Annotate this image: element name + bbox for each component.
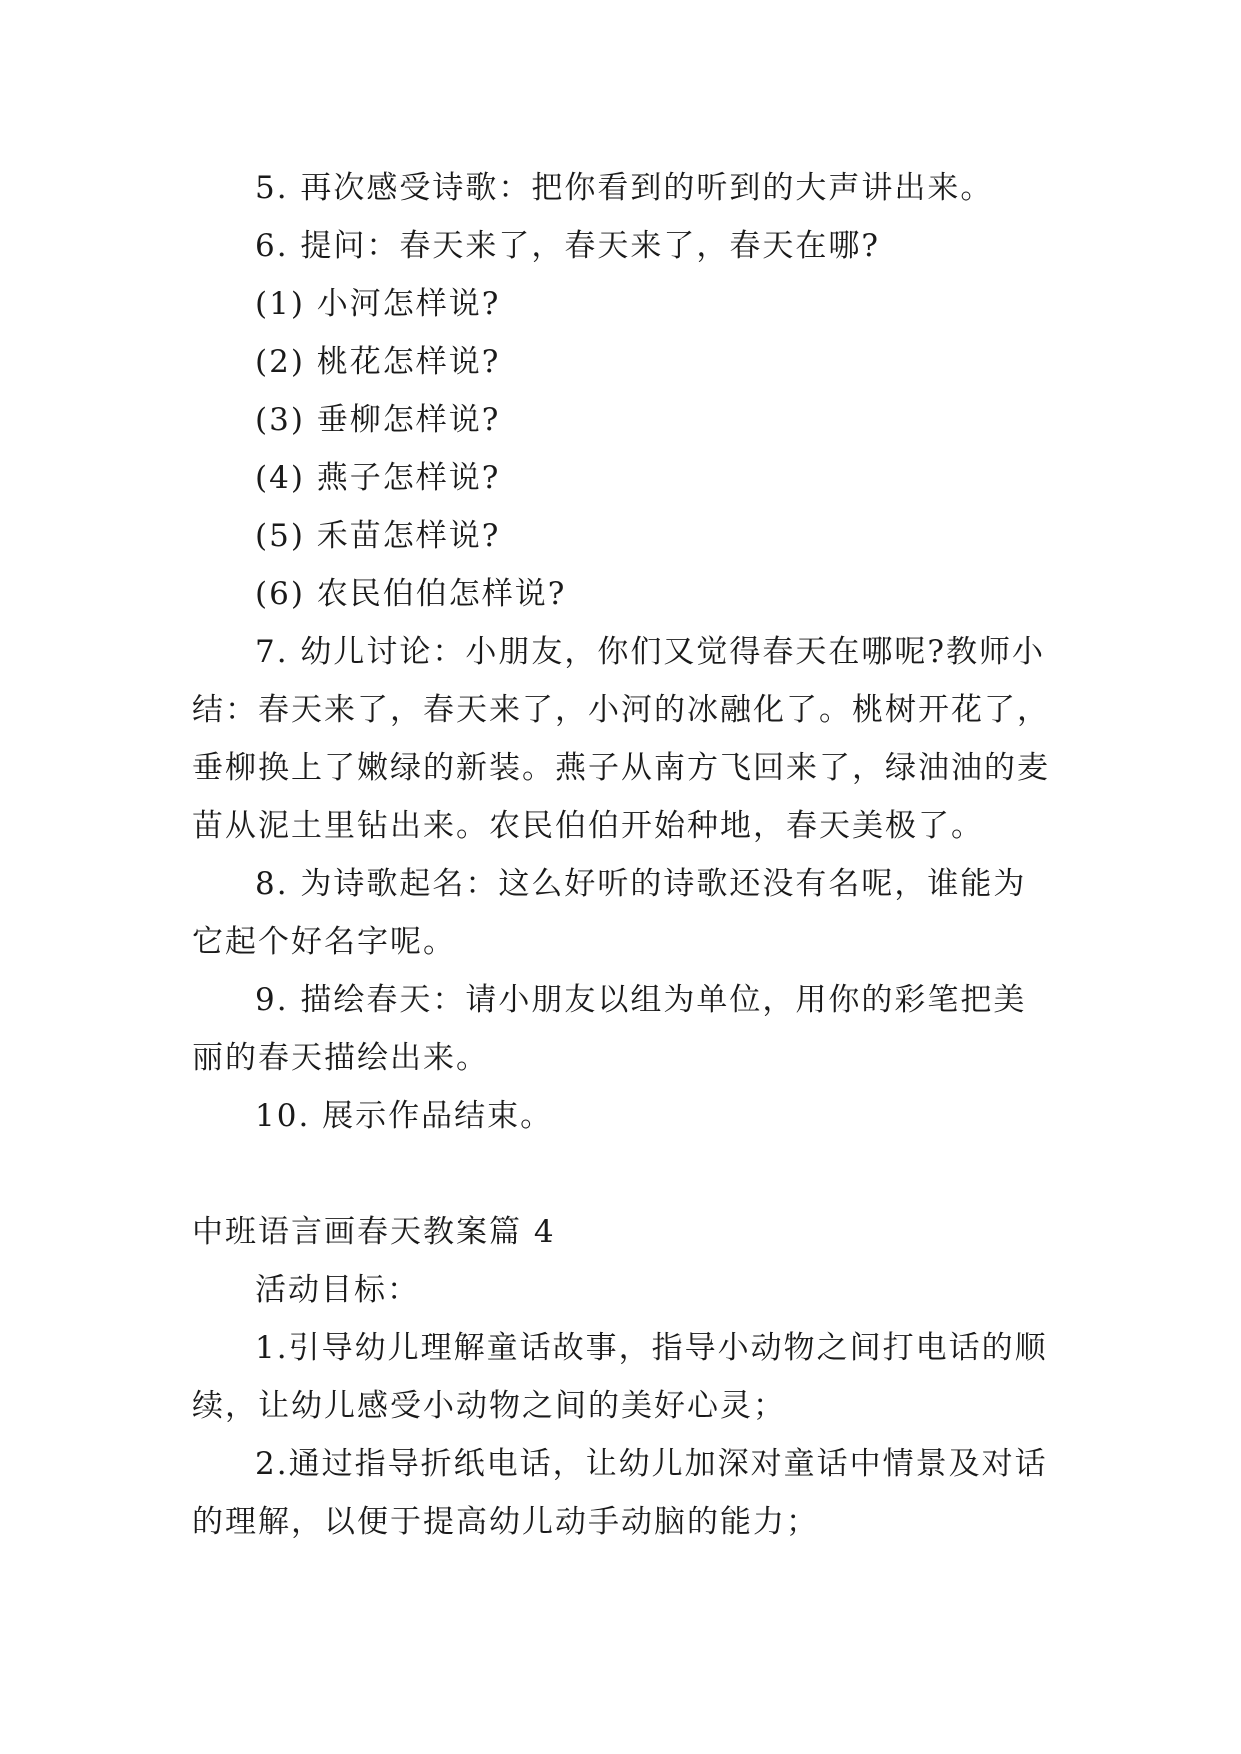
goal-1-line-1: 1.引导幼儿理解童话故事，指导小动物之间打电话的顺	[255, 1330, 1048, 1366]
paragraph-step-7-line-2: 结：春天来了，春天来了，小河的冰融化了。桃树开花了，	[192, 692, 1050, 728]
question-item-6: (6) 农民伯伯怎样说?	[255, 576, 567, 612]
goal-2-line-2: 的理解，以便于提高幼儿动手动脑的能力；	[192, 1504, 819, 1540]
paragraph-step-9-line-2: 丽的春天描绘出来。	[192, 1040, 489, 1076]
question-item-5: (5) 禾苗怎样说?	[255, 518, 501, 554]
section-heading: 中班语言画春天教案篇 4	[192, 1214, 556, 1250]
question-item-4: (4) 燕子怎样说?	[255, 460, 501, 496]
paragraph-step-6: 6. 提问：春天来了，春天来了，春天在哪?	[255, 228, 881, 264]
question-item-1: (1) 小河怎样说?	[255, 286, 501, 322]
paragraph-step-7-line-3: 垂柳换上了嫩绿的新装。燕子从南方飞回来了，绿油油的麦	[192, 750, 1050, 786]
paragraph-step-7-line-4: 苗从泥土里钻出来。农民伯伯开始种地，春天美极了。	[192, 808, 984, 844]
paragraph-step-7-line-1: 7. 幼儿讨论：小朋友，你们又觉得春天在哪呢?教师小	[255, 634, 1046, 670]
goal-2-line-1: 2.通过指导折纸电话，让幼儿加深对童话中情景及对话	[255, 1446, 1048, 1482]
goal-1-line-2: 续，让幼儿感受小动物之间的美好心灵；	[192, 1388, 786, 1424]
question-item-2: (2) 桃花怎样说?	[255, 344, 501, 380]
paragraph-step-8-line-2: 它起个好名字呢。	[192, 924, 456, 960]
paragraph-step-8-line-1: 8. 为诗歌起名：这么好听的诗歌还没有名呢，谁能为	[255, 866, 1027, 902]
paragraph-step-9-line-1: 9. 描绘春天：请小朋友以组为单位，用你的彩笔把美	[255, 982, 1027, 1018]
question-item-3: (3) 垂柳怎样说?	[255, 402, 501, 438]
paragraph-step-5: 5. 再次感受诗歌：把你看到的听到的大声讲出来。	[255, 170, 994, 206]
activity-goals-label: 活动目标：	[255, 1272, 420, 1308]
paragraph-step-10: 10. 展示作品结束。	[255, 1098, 554, 1134]
